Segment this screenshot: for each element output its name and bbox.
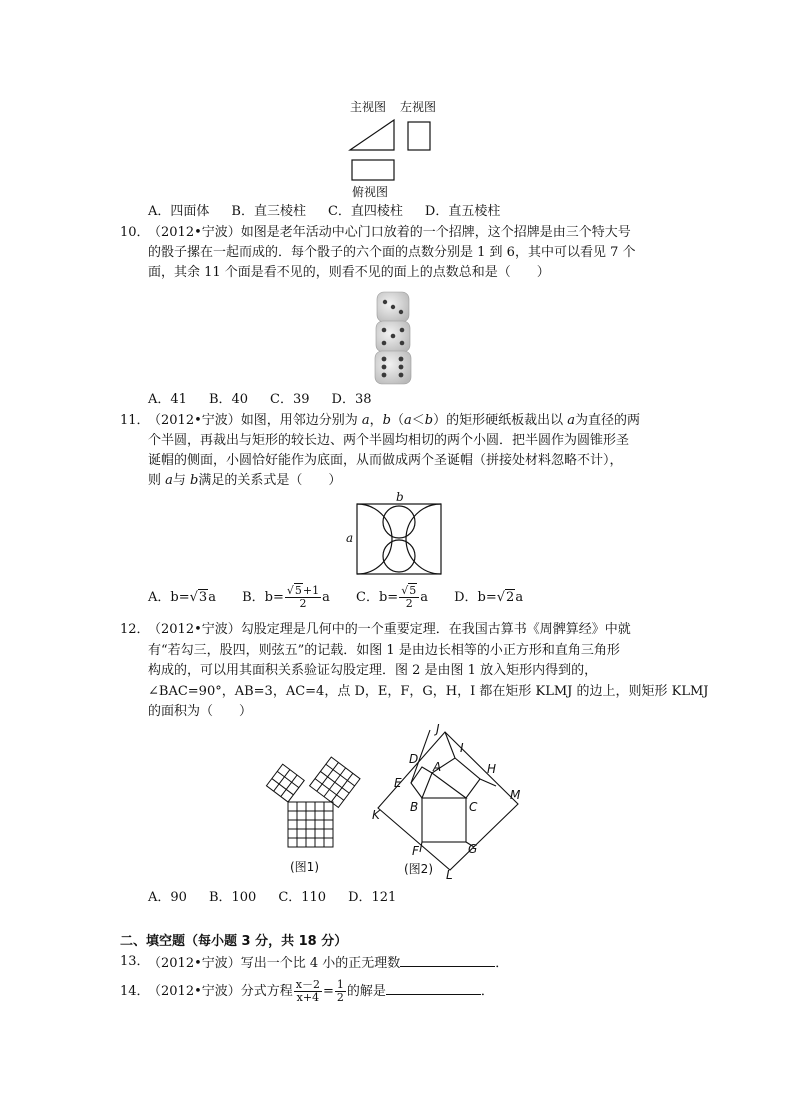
point-L: L bbox=[446, 868, 453, 882]
q12-line-1: （2012•宁波）勾股定理是几何中的一个重要定理．在我国古算书《周髀算经》中就 bbox=[148, 622, 631, 637]
q11-option-b[interactable]: B．b= $\frac{√5+1}{2}$ a bbox=[242, 584, 330, 610]
right-semicircle bbox=[406, 504, 441, 574]
q10-option-d[interactable]: D．38 bbox=[331, 392, 372, 407]
q12-options bbox=[148, 888, 418, 908]
q12-line-5: 的面积为（ ） bbox=[148, 704, 253, 719]
q13-answer-blank[interactable] bbox=[400, 952, 495, 967]
q12-option-c[interactable]: C．110 bbox=[278, 890, 327, 905]
point-C: C bbox=[469, 800, 478, 814]
section-2-title: 二、填空题（每小题 3 分，共 18 分） bbox=[120, 934, 348, 949]
square-AB bbox=[411, 767, 432, 798]
q12-line-3: 构成的，可以用其面积关系验证勾股定理．图 2 是由图 1 放入矩形内得到的， bbox=[148, 663, 598, 678]
front-view-triangle bbox=[350, 120, 394, 150]
q10-line-3: 面，其余 11 个面是看不见的，则看不见的面上的点数总和是（ ） bbox=[148, 265, 550, 280]
figure-2-caption: (图2) bbox=[404, 862, 433, 876]
q10-options bbox=[148, 390, 394, 410]
top-view-label: 俯视图 bbox=[352, 185, 389, 199]
q9-option-b[interactable]: B．直三棱柱 bbox=[231, 204, 306, 219]
stacked-dice-image bbox=[368, 290, 418, 386]
three-view-figure bbox=[346, 116, 446, 182]
q14-answer-blank[interactable] bbox=[386, 980, 481, 995]
point-H: H bbox=[487, 762, 497, 776]
left-semicircle bbox=[357, 504, 392, 574]
q9-options bbox=[148, 202, 522, 222]
rect-KLMJ bbox=[378, 732, 521, 870]
q10-line-2: 的骰子摞在一起而成的．每个骰子的六个面的点数分别是 1 到 6，其中可以看见 7 个 bbox=[148, 245, 636, 260]
point-J: J bbox=[436, 722, 440, 736]
figure-1-squares bbox=[262, 754, 362, 854]
q11-option-d[interactable]: D．b=√2a bbox=[454, 590, 524, 605]
left-view-label: 左视图 bbox=[400, 100, 437, 114]
rectangle-semicircle-figure bbox=[355, 502, 445, 578]
point-B: B bbox=[410, 800, 419, 814]
q14-line: （2012•宁波）分式方程 $\frac{x-2}{x+4}$ = $\frac{1}{2}$ 的解是 ． bbox=[148, 978, 494, 1004]
q13-line: （2012•宁波）写出一个比 4 小的正无理数 ． bbox=[148, 952, 508, 974]
hyp-square bbox=[288, 802, 333, 847]
die-bottom bbox=[375, 351, 411, 384]
q12-line-4: ∠BAC=90°，AB=3，AC=4，点 D，E，F，G，H，I 都在矩形 KLMJ 的边上，则矩形 KLMJ bbox=[148, 684, 709, 699]
short-leg-square bbox=[266, 764, 304, 802]
fig-label-b: b bbox=[396, 490, 404, 504]
point-K: K bbox=[372, 808, 380, 822]
point-D: D bbox=[409, 752, 419, 766]
point-G: G bbox=[468, 842, 478, 856]
q10-number: 10． bbox=[120, 225, 150, 240]
q9-option-d[interactable]: D．直五棱柱 bbox=[424, 204, 501, 219]
q9-option-c[interactable]: C．直四棱柱 bbox=[327, 204, 403, 219]
top-view-rect bbox=[352, 160, 394, 180]
q12-number: 12． bbox=[120, 622, 150, 637]
q12-option-d[interactable]: D．121 bbox=[348, 890, 397, 905]
q11-options bbox=[148, 584, 545, 612]
q12-option-a[interactable]: A．90 bbox=[148, 890, 187, 905]
q10-line-1: （2012•宁波）如图是老年活动中心门口放着的一个招牌，这个招牌是由三个特大号 bbox=[148, 225, 631, 240]
q9-option-a[interactable]: A．四面体 bbox=[148, 204, 210, 219]
figure-2-rectangle bbox=[370, 722, 530, 882]
point-M: M bbox=[510, 788, 521, 802]
figure-1-caption: (图1) bbox=[290, 860, 319, 874]
front-view-label: 主视图 bbox=[350, 100, 387, 114]
q11-line-2: 个半圆，再裁出与矩形的较长边、两个半圆均相切的两个小圆．把半圆作为圆锥形圣 bbox=[148, 433, 630, 448]
q11-line-3: 诞帽的侧面，小圆恰好能作为底面，从而做成两个圣诞帽（拼接处材料忽略不计）， bbox=[148, 453, 623, 468]
q11-option-a[interactable]: A．b=√3a bbox=[148, 590, 216, 605]
cardboard-rect bbox=[357, 504, 441, 574]
q12-line-2: 有“若勾三，股四，则弦五”的记载．如图 1 是由边长相等的小正方形和直角三角形 bbox=[148, 643, 620, 658]
q12-option-b[interactable]: B．100 bbox=[208, 890, 257, 905]
q10-option-c[interactable]: C．39 bbox=[270, 392, 310, 407]
q11-line-1: （2012•宁波）如图，用邻边分别为 a，b（a＜b）的矩形硬纸板裁出以 a为直径的两 bbox=[148, 413, 641, 428]
triangle-ABC bbox=[422, 773, 466, 798]
point-I: I bbox=[460, 741, 464, 755]
left-view-rect bbox=[408, 122, 430, 150]
point-F: F bbox=[412, 844, 419, 858]
fig-label-a: a bbox=[346, 531, 354, 545]
q10-option-b[interactable]: B．40 bbox=[208, 392, 249, 407]
q11-option-c[interactable]: C．b= $\frac{√5}{2}$ a bbox=[356, 584, 428, 610]
point-E: E bbox=[394, 776, 402, 790]
q13-number: 13． bbox=[120, 954, 150, 969]
q11-number: 11． bbox=[120, 413, 150, 428]
square-BC bbox=[422, 798, 466, 842]
q14-number: 14． bbox=[120, 984, 150, 999]
q10-option-a[interactable]: A．41 bbox=[148, 392, 187, 407]
point-A: A bbox=[433, 760, 442, 774]
q11-line-4: 则 a与 b满足的关系式是（ ） bbox=[148, 473, 342, 488]
